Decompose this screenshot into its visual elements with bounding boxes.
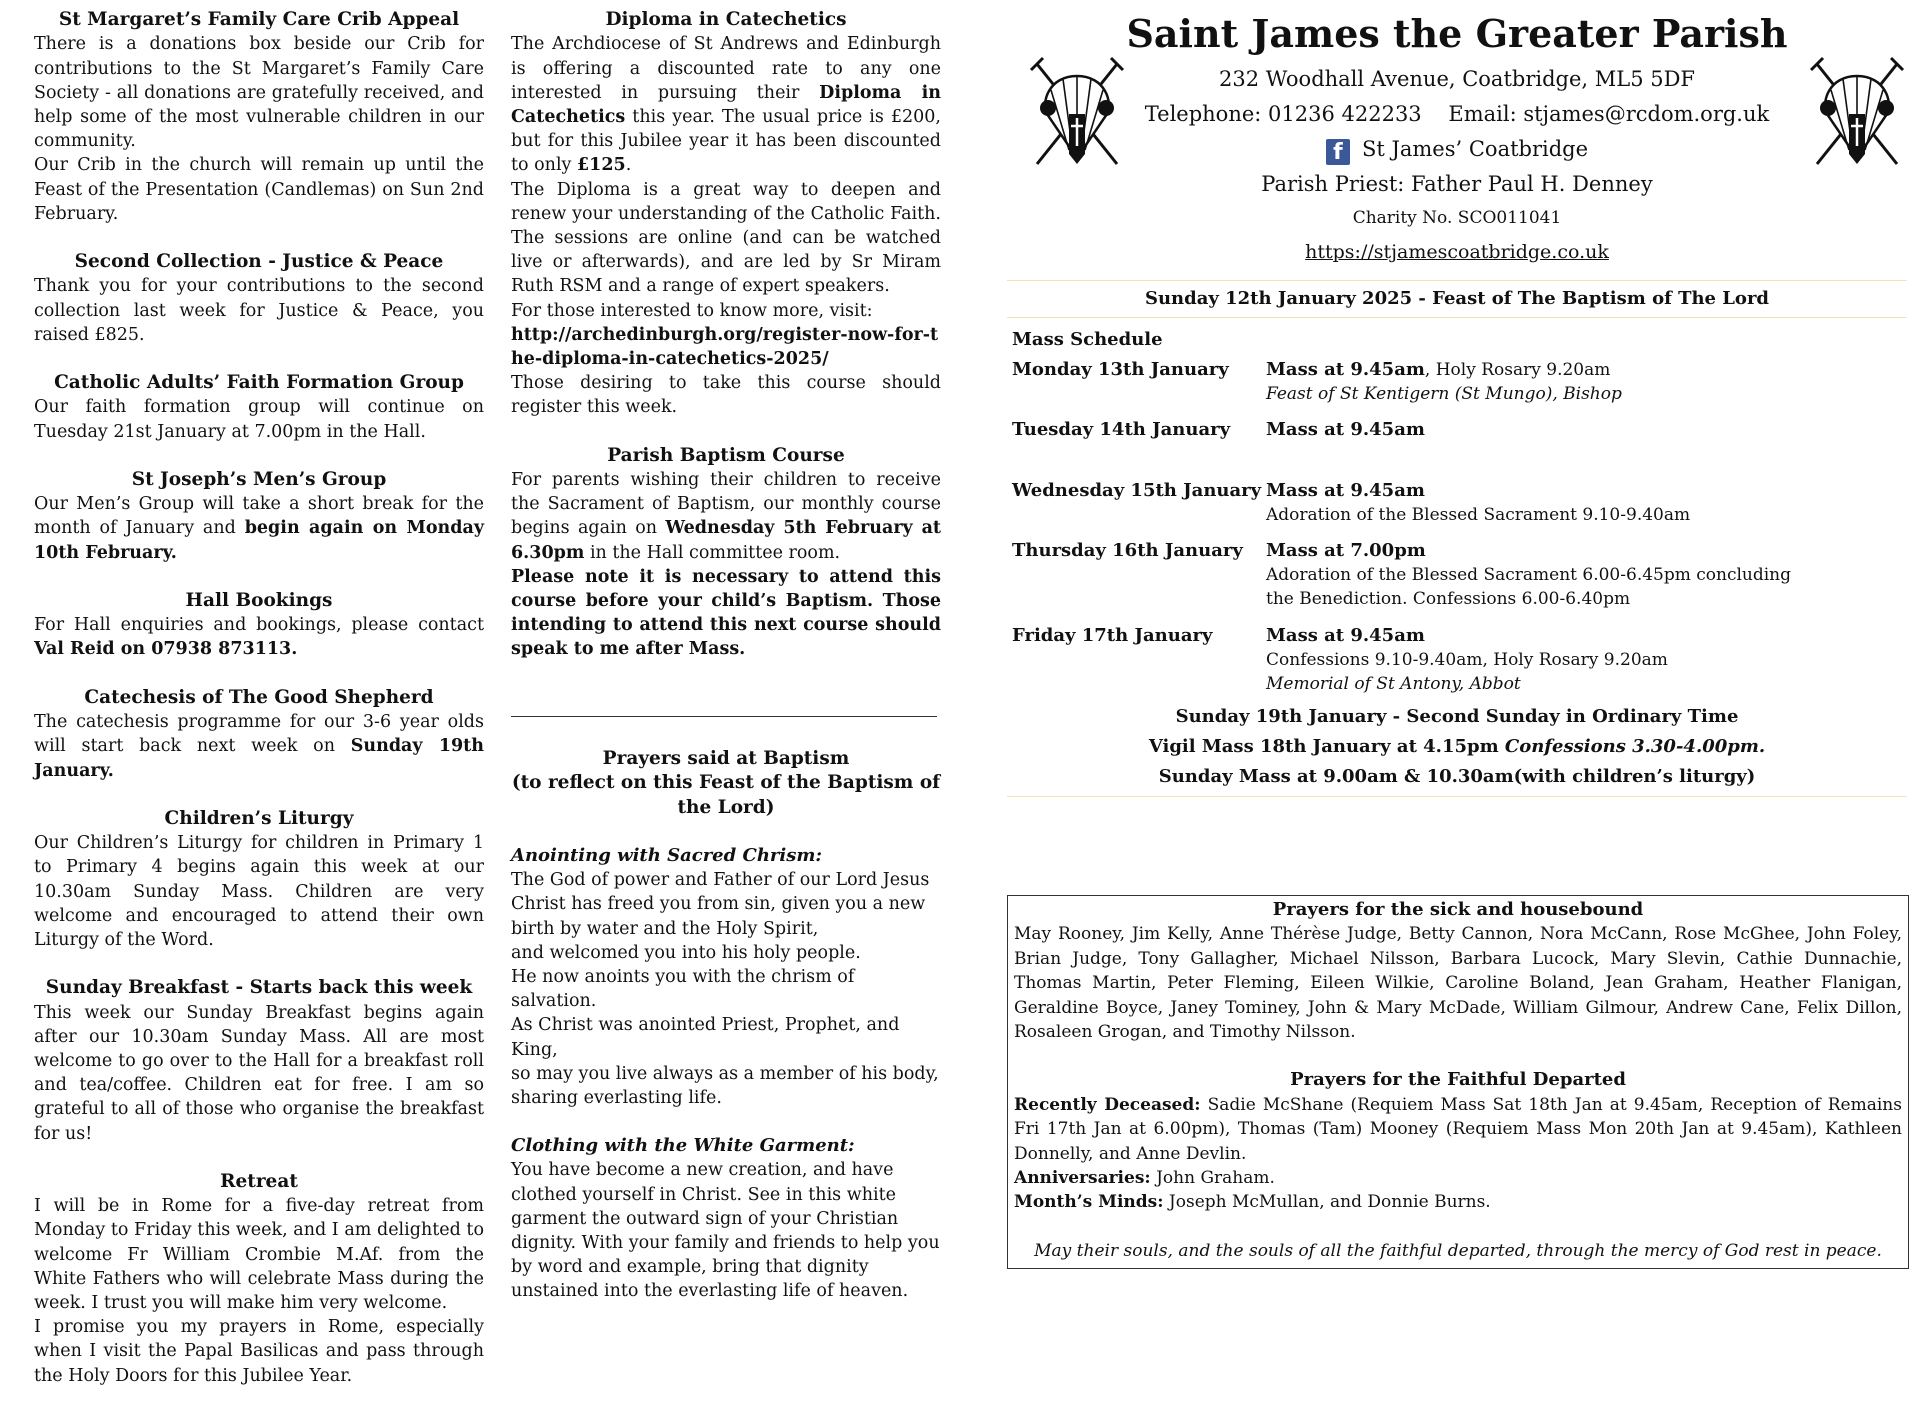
faith-formation-section (34, 371, 484, 444)
section-title: St Joseph’s Men’s Group (131, 468, 387, 490)
section-text: Those desiring to take this course should register this week. (511, 373, 941, 418)
section-title: Catholic Adults’ Faith Formation Group (54, 372, 464, 394)
prayer-heading: Clothing with the White Garment: (511, 1135, 855, 1157)
schedule-details (1266, 358, 1907, 406)
feast-date: Sunday 12th January 2025 - Feast of The Baptism of The Lord (1144, 288, 1770, 309)
section-text: The Diploma is a great way to deepen and renew your understanding of the Catholic Faith. The sessions are online (and can be watched live or afterwards), and are led by Sr Miram Ruth RSM and a range of expert speakers. (511, 179, 941, 297)
schedule-row (1007, 479, 1907, 527)
section-text: Our Children’s Liturgy for children in Primary 1 to Primary 4 begins again this week at our 10.30am Sunday Mass. Children are very welcome and encouraged to attend their own Liturgy of the Word. (34, 833, 484, 950)
bold-text: Diploma in Catechetics (511, 82, 942, 128)
section-text: I will be in Rome for a five-day retreat from Monday to Friday this week, and I am delighted to welcome Fr William Crombie M.Af. from the White Fathers who will celebrate Mass during the week. I trust you will make him very welcome. (34, 1196, 484, 1313)
divider (1007, 317, 1907, 318)
schedule-note: Adoration of the Blessed Sacrament 6.00-6.45pm concluding (1266, 565, 1792, 586)
vigil-mass (1007, 732, 1907, 762)
anniversaries (1014, 1166, 1902, 1190)
departed-title: Prayers for the Faithful Departed (1290, 1069, 1626, 1091)
section-title: Parish Baptism Course (607, 444, 845, 466)
prayer-heading: Anointing with Sacred Chrism: (511, 844, 823, 866)
bold-text: Wednesday 5th February at 6.30pm (511, 518, 942, 563)
text-run: The Archdiocese of St Andrews and Edinburgh is offering a discounted rate to any one interested in pursuing their (511, 34, 941, 103)
charity-number: Charity No. SCO011041 (1352, 208, 1562, 228)
parish-header (1007, 10, 1907, 280)
prayer-line: unstained into the everlasting life of heaven. (511, 1281, 909, 1302)
schedule-details (1266, 418, 1907, 442)
schedule-note: Confessions 9.10-9.40am, Holy Rosary 9.20am (1266, 649, 1668, 670)
parish-email[interactable]: Email: stjames@rcdom.org.uk (1448, 102, 1770, 126)
column-right (1007, 8, 1907, 797)
schedule-day: Tuesday 14th January (1012, 419, 1231, 441)
schedule-note: the Benediction. Confessions 6.00-6.40pm (1266, 589, 1631, 610)
sunday-breakfast-section (34, 976, 484, 1146)
section-text: This week our Sunday Breakfast begins again after our 10.30am Sunday Mass. All are most welcome to go over to the Hall for a breakfast roll and tea/coffee. Children eat for free. I am so grateful to all of those who organise the breakfast for us! (34, 1002, 484, 1144)
prayer-line: and welcomed you into his holy people. (511, 942, 861, 963)
prayer-line: so may you live always as a member of his body, (511, 1063, 939, 1084)
section-title: Second Collection - Justice & Peace (74, 251, 444, 273)
section-text (34, 710, 484, 783)
website-line (1007, 234, 1907, 270)
second-collection-section (34, 250, 484, 347)
facebook-name[interactable]: St James’ Coatbridge (1361, 137, 1589, 161)
prayer-line: He now anoints you with the chrism of salvation. (511, 966, 855, 1012)
bold-text: begin again on Monday 10th February. (34, 518, 484, 563)
mass-time: Mass at 9.45am (1266, 359, 1425, 380)
section-text (511, 468, 941, 565)
text-run: For parents wishing their children to receive the Sacrament of Baptism, our monthly course begins again on (511, 470, 941, 539)
childrens-liturgy-section (34, 807, 484, 952)
bold-label: Month’s Minds: (1014, 1192, 1164, 1213)
mens-group-section (34, 468, 484, 565)
mass-time: Mass at 9.45am (1266, 479, 1425, 501)
schedule-extra: , Holy Rosary 9.20am (1424, 360, 1611, 380)
facebook-icon: f (1326, 139, 1350, 165)
baptism-course-section (511, 444, 941, 662)
bold-text: Val Reid on 07938 873113. (34, 639, 298, 660)
prayer-line: You have become a new creation, and have (511, 1160, 894, 1181)
mass-time: Mass at 7.00pm (1266, 540, 1426, 562)
bold-label: Recently Deceased: (1014, 1094, 1201, 1115)
schedule-note: Feast of St Kentigern (St Mungo), Bishop (1266, 384, 1622, 405)
parish-title: Saint James the Greater Parish (1126, 11, 1788, 56)
sick-title: Prayers for the sick and housebound (1272, 899, 1644, 920)
divider (511, 716, 937, 717)
prayer-line: The God of power and Father of our Lord Jesus (511, 870, 930, 891)
diploma-section (511, 8, 941, 420)
schedule-row (1007, 418, 1907, 442)
facebook-line (1007, 132, 1907, 167)
text-run: . (625, 155, 632, 176)
schedule-main (1266, 624, 1907, 648)
section-text: Thank you for your contributions to the second collection last week for Justice & Peace, you raised £825. (34, 276, 484, 345)
section-title: Hall Bookings (185, 589, 333, 611)
section-text: There is a donations box beside our Crib for contributions to the St Margaret’s Family Care Society - all donations are gratefully received, and help some of the most vulnerable children in our community. (34, 34, 484, 152)
section-text: I promise you my prayers in Rome, especially when I visit the Papal Basilicas and pass through the Holy Doors for this Jubilee Year. (34, 1317, 484, 1386)
schedule-row (1007, 624, 1907, 697)
schedule-day: Thursday 16th January (1012, 540, 1243, 562)
text-run: this year. The usual price is £200, but for this Jubilee year it has been discounted to only (511, 107, 941, 176)
header-text (1007, 10, 1907, 270)
crib-appeal-section (34, 8, 484, 226)
schedule-main (1266, 358, 1907, 382)
schedule-day: Wednesday 15th January (1012, 479, 1262, 501)
prayer-line: As Christ was anointed Priest, Prophet, and King, (511, 1015, 900, 1060)
section-text: Our faith formation group will continue on Tuesday 21st January at 7.00pm in the Hall. (34, 397, 484, 442)
schedule-details (1266, 539, 1907, 612)
schedule-row (1007, 539, 1907, 612)
sunday-masses: Sunday Mass at 9.00am & 10.30am(with children’s liturgy) (1158, 766, 1756, 788)
section-title: Diploma in Catechetics (605, 9, 847, 30)
section-text: Our Crib in the church will remain up until the Feast of the Presentation (Candlemas) on Sun 2nd February. (34, 155, 484, 224)
text-run: Sadie McShane (Requiem Mass Sat 18th Jan at 9.45am, Reception of Remains Fri 17th Jan at 6.00pm), Thomas (Tam) Mooney (Requiem Mass Mon 20th Jan at 9.45am), Kathleen Donnelly, and Anne Devlin. (1014, 1094, 1902, 1164)
schedule-note: Memorial of St Antony, Abbot (1266, 674, 1521, 695)
baptism-prayers-section (511, 747, 941, 1304)
section-subtitle: (to reflect on this Feast of the Baptism of the Lord) (511, 772, 941, 818)
closing-prayer: May their souls, and the souls of all the faithful departed, through the mercy of God rest in peace. (1034, 1240, 1882, 1261)
bold-label: Anniversaries: (1014, 1168, 1151, 1189)
prayer-line: dignity. With your family and friends to help you (511, 1232, 940, 1253)
confessions-time: Confessions 3.30-4.00pm. (1504, 736, 1766, 758)
section-title: Children’s Liturgy (164, 807, 354, 829)
schedule-day: Monday 13th January (1012, 359, 1229, 380)
bold-text: £125 (576, 155, 626, 176)
section-text (511, 32, 941, 177)
text-run: Joseph McMullan, and Donnie Burns. (1163, 1192, 1491, 1213)
schedule-details (1266, 479, 1907, 527)
vigil-time: Vigil Mass 18th January at 4.15pm (1148, 736, 1505, 758)
mass-time: Mass at 9.45am (1266, 624, 1425, 646)
text-run: Our Men’s Group will take a short break for the month of January and (34, 494, 484, 539)
section-text (34, 613, 484, 661)
prayer-line: Christ has freed you from sin, given you a new (511, 894, 926, 915)
schedule-row (1007, 358, 1907, 406)
retreat-section (34, 1170, 484, 1388)
prayer-line: by word and example, bring that dignity (511, 1257, 869, 1278)
parish-priest: Parish Priest: Father Paul H. Denney (1261, 172, 1653, 196)
text-run: in the Hall committee room. (584, 542, 841, 563)
column-left (34, 8, 484, 1412)
schedule-main (1266, 418, 1907, 442)
prayer-line: clothed yourself in Christ. See in this white (511, 1184, 896, 1205)
website-link[interactable]: https://stjamescoatbridge.co.uk (1305, 241, 1609, 263)
catechesis-section (34, 686, 484, 783)
bold-text: Sunday 19th January. (34, 736, 484, 781)
schedule-details (1266, 624, 1907, 697)
parish-phone: Telephone: 01236 422233 (1144, 102, 1422, 126)
schedule-note: Adoration of the Blessed Sacrament 9.10-9.40am (1266, 504, 1691, 525)
mass-time: Mass at 9.45am (1266, 419, 1425, 441)
divider (1007, 796, 1907, 797)
scallop-shell-crest-icon (1027, 54, 1127, 174)
months-minds (1014, 1190, 1902, 1214)
schedule-main (1266, 539, 1907, 563)
prayers-box (1007, 895, 1909, 1269)
parish-address: 232 Woodhall Avenue, Coatbridge, ML5 5DF (1218, 67, 1696, 91)
scallop-shell-crest-icon (1807, 54, 1907, 174)
section-text: Please note it is necessary to attend this course before your child’s Baptism. Those intending to attend this next course should speak to me after Mass. (511, 566, 941, 660)
section-title: Catechesis of The Good Shepherd (84, 686, 434, 708)
recently-deceased (1014, 1093, 1902, 1166)
prayer-line: garment the outward sign of your Christian (511, 1208, 899, 1229)
sick-list: May Rooney, Jim Kelly, Anne Thérèse Judge, Betty Cannon, Nora McCann, Rose McGhee, John Foley, Brian Judge, Tony Gallagher, Michael Nilsson, Barbara Lucock, Mary Slevin, Cathie Dunnachie, Thomas Martin, Peter Fleming, Eileen Wilkie, Caroline Boland, Jean Graham, Heather Flanigan, Geraldine Boyce, Janey Tominey, John & Mary McDade, William Gilmour, Andrew Cane, Felix Dillon, Rosaleen Grogan, and Timothy Nilsson. (1014, 924, 1902, 1043)
text-run: The catechesis programme for our 3-6 year olds will start back next week on (34, 712, 484, 757)
prayer-line: birth by water and the Holy Spirit, (511, 918, 819, 939)
hall-bookings-section (34, 589, 484, 662)
section-title: Sunday Breakfast - Starts back this week (45, 977, 473, 999)
prayer-line: sharing everlasting life. (511, 1087, 722, 1108)
mass-schedule (1007, 322, 1907, 792)
section-title: St Margaret’s Family Care Crib Appeal (58, 9, 460, 30)
section-title: Retreat (220, 1170, 298, 1192)
next-sunday: Sunday 19th January - Second Sunday in Ordinary Time (1175, 706, 1739, 728)
text-run: John Graham. (1150, 1168, 1275, 1189)
diploma-link[interactable]: http://archedinburgh.org/register-now-for-the-diploma-in-catechetics-2025/ (511, 324, 939, 370)
text-run: For Hall enquiries and bookings, please contact (34, 615, 484, 636)
section-title: Prayers said at Baptism (602, 747, 850, 769)
schedule-day: Friday 17th January (1012, 624, 1213, 646)
section-text: For those interested to know more, visit: (511, 300, 873, 321)
contact-line (1007, 97, 1907, 132)
section-text (34, 492, 484, 565)
schedule-title: Mass Schedule (1012, 329, 1163, 350)
column-middle (511, 8, 941, 1328)
schedule-main (1266, 479, 1907, 503)
